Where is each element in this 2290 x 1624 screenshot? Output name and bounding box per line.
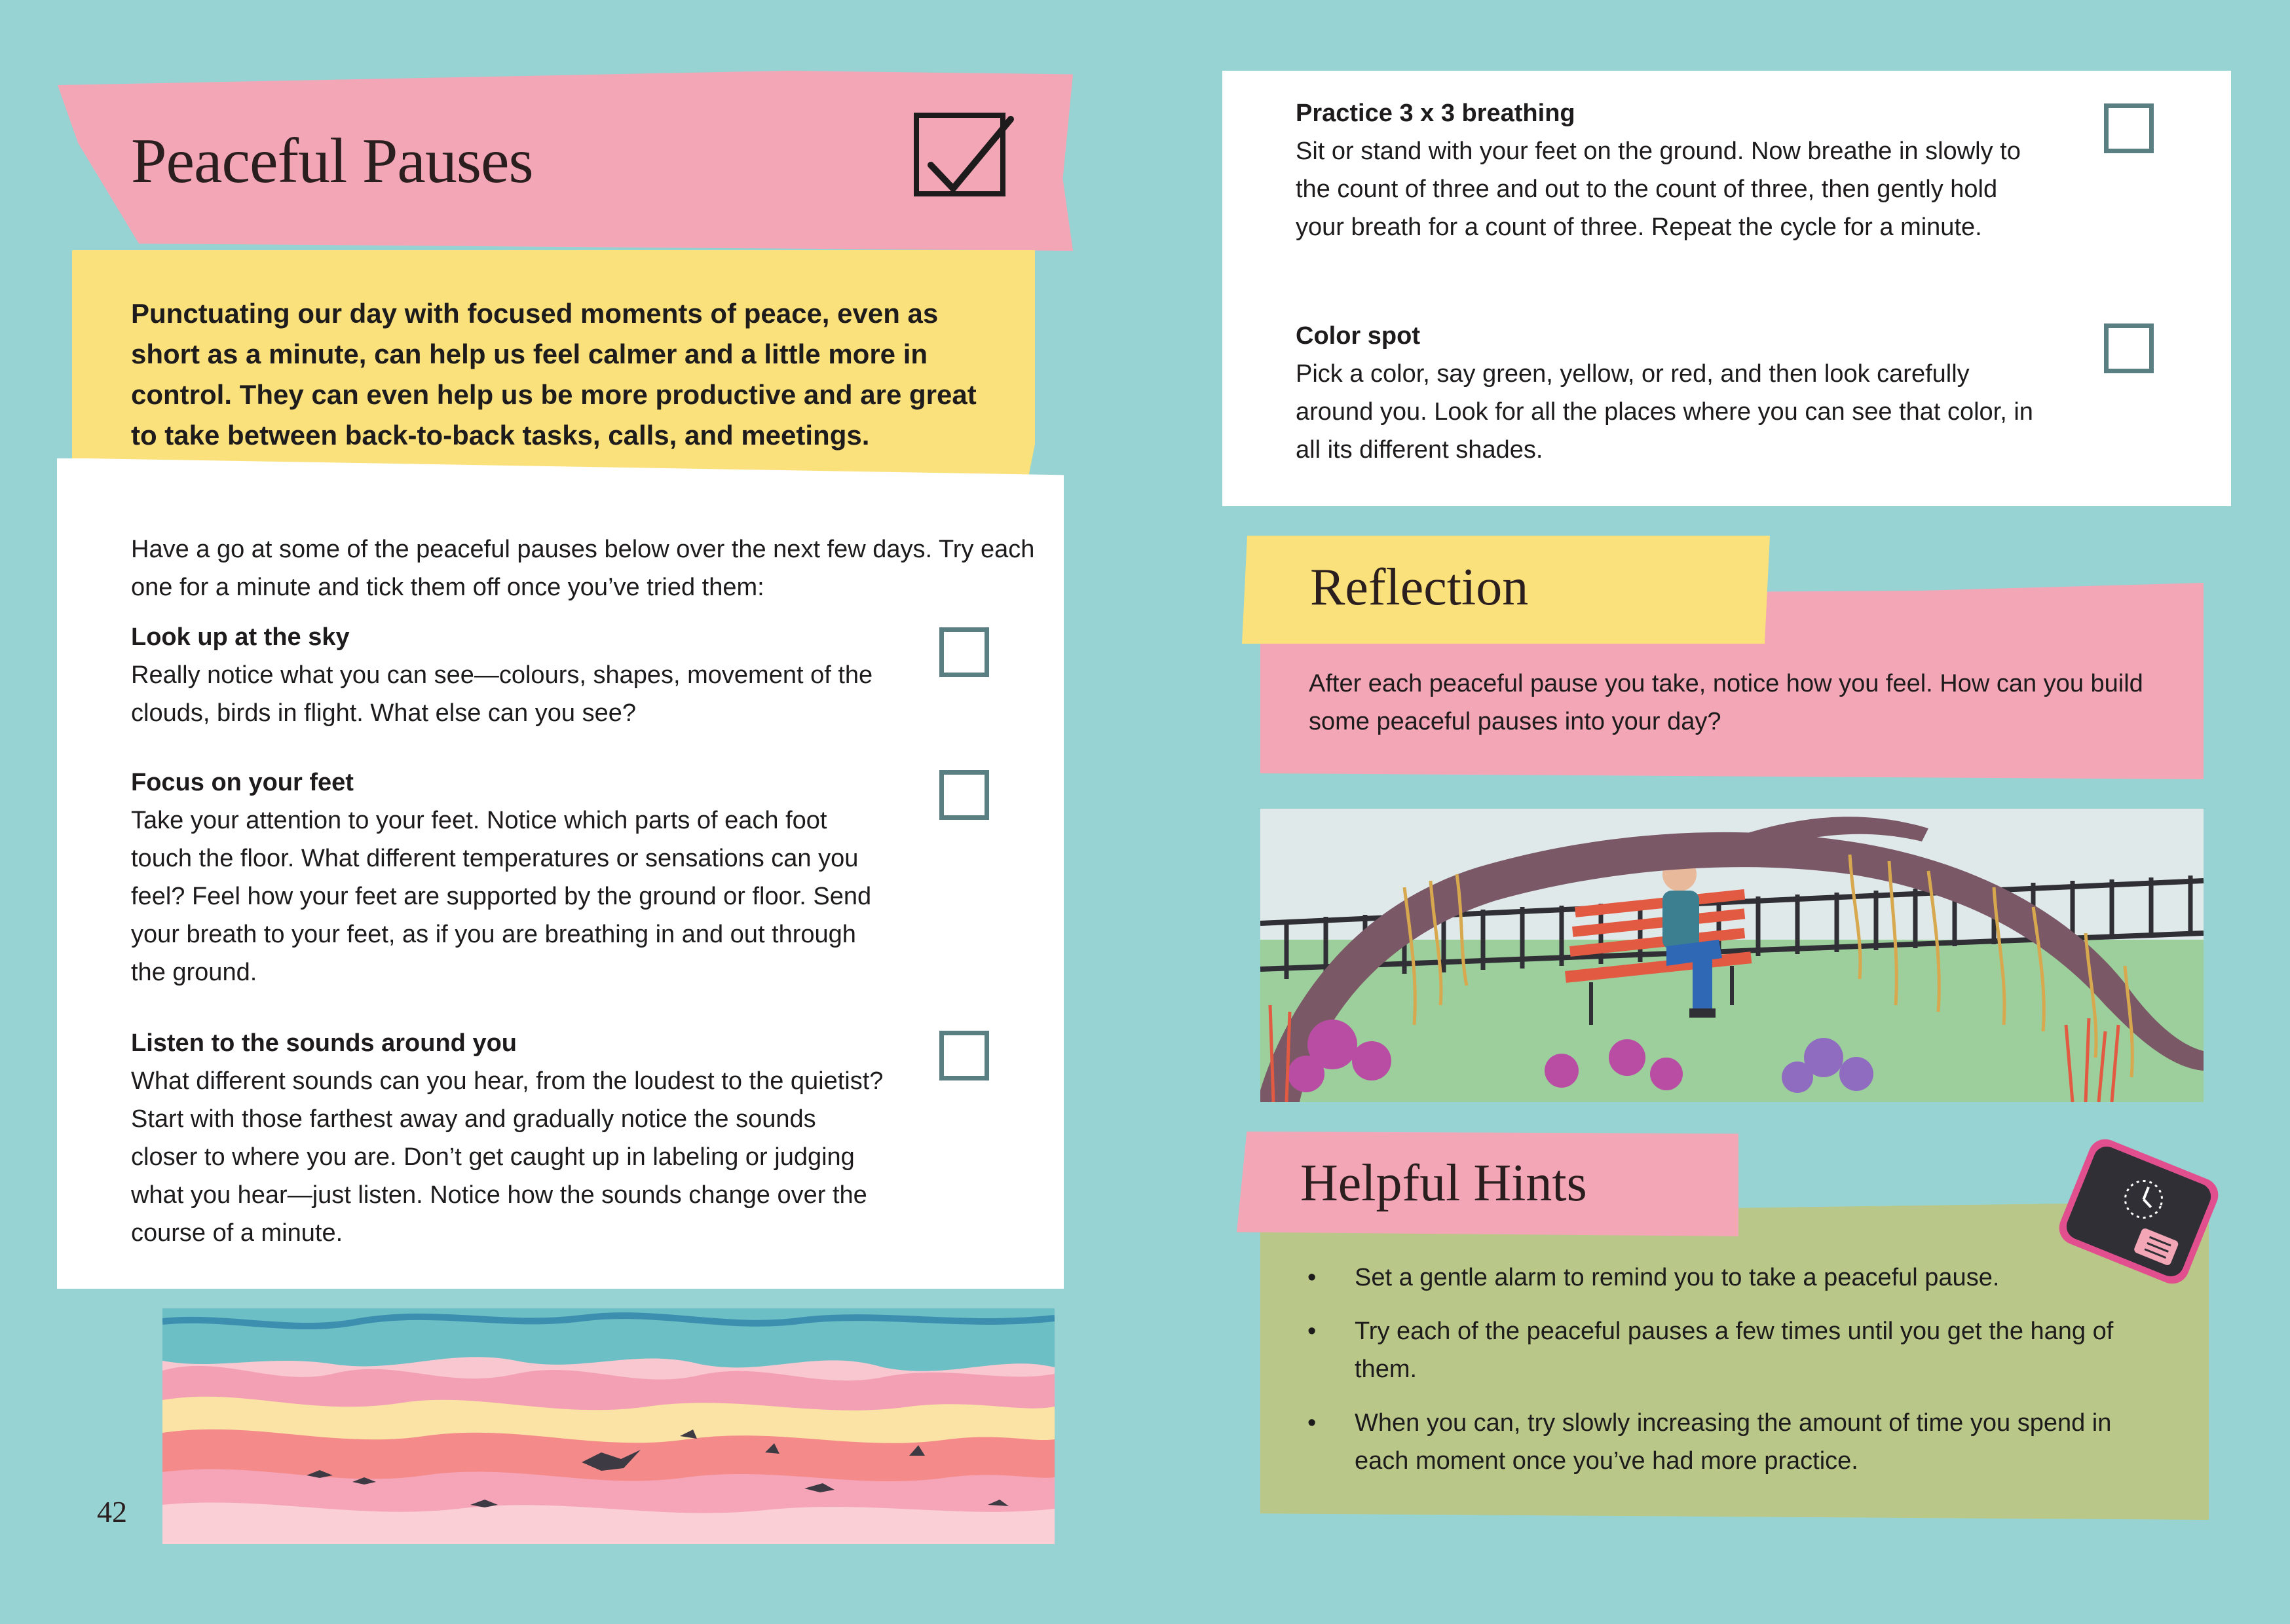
park-bench-illustration <box>1260 809 2204 1102</box>
item-title: Focus on your feet <box>131 769 354 796</box>
checked-box-icon <box>914 113 1005 196</box>
hint-item: • Set a gentle alarm to remind you to take a peaceful pause. <box>1304 1259 2155 1297</box>
item-body: Take your attention to your feet. Notice which parts of each foot touch the floor. What different temperatures or sensations can you feel? Feel how your feet are supported by the ground or floor. Send your breath to your feet, as if you are breathing in and out through the ground. <box>131 807 872 986</box>
item-title: Practice 3 x 3 breathing <box>1296 100 1575 127</box>
reflection-title: Reflection <box>1310 559 1529 616</box>
page-number: 42 <box>97 1495 127 1528</box>
hint-item: • Try each of the peaceful pauses a few times until you get the hang of them. <box>1304 1312 2155 1388</box>
alarm-phone-illustration <box>2050 1130 2227 1293</box>
intro-text: Punctuating our day with focused moments of peace, even as short as a minute, can help us feel calmer and a little more in control. They can even help us be more productive and are great to take between back-to-back tasks, calls, and meetings. <box>131 298 977 451</box>
pause-item-feet <box>131 764 884 991</box>
item-body: What different sounds can you hear, from the loudest to the quietist? Start with those farthest away and gradually notice the sounds closer to where you are. Don’t get caught up in labeling or judging what you hear—just listen. Notice how the sounds change over the course of a minute. <box>131 1067 884 1247</box>
bullet-icon: • <box>1307 1318 1317 1345</box>
hint-item: • When you can, try slowly increasing the amount of time you spend in each moment once you’ve had more practice. <box>1304 1404 2155 1480</box>
hints-title: Helpful Hints <box>1300 1154 1587 1212</box>
item-title: Listen to the sounds around you <box>131 1029 517 1057</box>
item-body: Really notice what you can see—colours, shapes, movement of the clouds, birds in flight. What else can you see? <box>131 661 873 727</box>
lead-text: Have a go at some of the peaceful pauses below over the next few days. Try each one for a minute and tick them off once you’ve tried them: <box>131 536 1035 601</box>
pause-item-sky <box>131 618 884 732</box>
checkbox-icon[interactable] <box>2104 323 2154 373</box>
checkbox-icon[interactable] <box>939 627 989 677</box>
bullet-icon: • <box>1307 1409 1317 1437</box>
checkbox-icon[interactable] <box>939 1031 989 1080</box>
pause-item-sounds <box>131 1024 884 1252</box>
hints-list <box>1304 1259 2155 1496</box>
item-body: Sit or stand with your feet on the ground. Now breathe in slowly to the count of three and out to the count of three, then gently hold your breath for a count of three. Repeat the cycle for a minute. <box>1296 138 2021 241</box>
pause-item-color-spot <box>1296 317 2049 469</box>
checkbox-icon[interactable] <box>939 770 989 820</box>
page-title: Peaceful Pauses <box>131 126 533 196</box>
item-title: Color spot <box>1296 322 1420 350</box>
checkbox-icon[interactable] <box>2104 103 2154 153</box>
pause-item-breathing <box>1296 94 2049 246</box>
reflection-text: After each peaceful pause you take, notice how you feel. How can you build some peaceful pauses into your day? <box>1309 670 2143 735</box>
item-body: Pick a color, say green, yellow, or red, and then look carefully around you. Look for all the places where you can see that color, in all its different shades. <box>1296 360 2033 464</box>
sky-illustration <box>162 1308 1055 1544</box>
item-title: Look up at the sky <box>131 623 350 651</box>
bullet-icon: • <box>1307 1264 1317 1291</box>
